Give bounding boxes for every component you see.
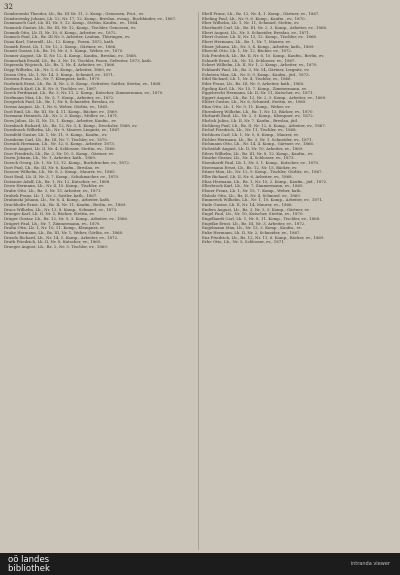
directory-entry: Dorgerloh Paul, Lb., Bz. 1, Nr. 8, Schneider, Breslau, ev.: [4, 99, 115, 105]
directory-entry: Dorsch Georg, Lb. 1, Nr. 13, 12. Komp., Buchdrucker, ev., 1872.: [4, 160, 131, 165]
directory-entry: Dormann Heinrich, Lb., Nr. 2, 3. Komp., Müller, ev., 1871.: [4, 113, 119, 119]
directory-entry: Drabinski Johann, Lb., Nr. 6, 4. Komp., Arbeiter, kath.: [4, 197, 111, 203]
directory-entry: Dorow August, Lb. II, Nr. 4, Schlosser, Stettin, ev., 1866.: [4, 146, 116, 152]
directory-entry: Drachholtz Ernst, Lb., Bz. II, Nr. 11, Kaufm., Berlin, ev., 1869.: [4, 201, 127, 207]
directory-entry: Dombrowski Theodor, Lb., Bz. III Nr. 11, 2. Komp., Genossen, Prot., ev.: [4, 12, 145, 16]
directory-entry: Dort Paul, Lb., Bz. III, Nr. 6, Kaufm., Breslau, ev.: [4, 164, 101, 170]
directory-entry: Draeger August, Lb., Bz. 2, Nr. 3, Tischler, ev., 1869.: [4, 243, 109, 249]
left-column: [4, 12, 198, 550]
directory-entry: Drahn Otto, Lb. 1, Nr. 10, 11. Komp., Klempner, ev.: [4, 225, 105, 231]
directory-entry: Eggert August, Lb., Bz. 12, Nr. 2, 5. Komp., Arbeiter, ev., 1869.: [202, 94, 327, 100]
directory-entry: Dorbrück Ernst, Lb., Bz. II, Nr. 2, 8. Komp., Gefreiter, Sattler, Stettin, ev., 1868.: [4, 80, 162, 86]
library-logo[interactable]: [8, 556, 50, 573]
directory-entry: Egeling Karl, Lb., Nr. 15, 7. Komp., Zimmermann, ev.: [202, 85, 307, 91]
directory-entry: Enders August, Lb., Bz. 3, Nr. 5, 5. Komp., Gärtner, ev.: [202, 206, 310, 212]
directory-entry: Ebert Hermann, Lb., Bz. 1, Nr. 7, Maurer, ev.: [202, 38, 291, 44]
directory-entry: Dornfeld Gustav, Lb. 1, Nr. 11, 9. Komp., Kaufm., ev.: [4, 132, 108, 138]
directory-entry: Dorl Emil, Lb., Bz. III, Nr. 4, 11. Komp., Bäcker, ev., 1869.: [4, 108, 119, 114]
directory-entry: Engelke Ernst, Lb., Bz. III, Nr. 3, Arbeiter, ev., 1872.: [202, 220, 306, 226]
page-number: 32: [4, 3, 13, 11]
directory-entry: Dorch Ferdinand, Lb., Bz. 3, Nr. 11, 2. Komp., Kutscher, Zimmermann, ev., 1870.: [4, 90, 164, 96]
directory-entry: Dorawa Franz, Lb., Nr. 7, Klempner, kath., 1870.: [4, 76, 101, 82]
directory-entry: Eichberg Paul, Lb., Bz. II, Nr. 12, 6. Komp., Arbeiter, ev., 1867.: [202, 122, 326, 128]
directory-entry: Dommasch Carl, Lb. III, Nr. 9, 12. Komp., Stettin, Kaufm., ev., 1864.: [4, 20, 139, 26]
directory-entry: Domnik Otto, Lb. II, Nr. 10, 6. Komp., Arbeiter, ev., 1872.: [4, 29, 117, 35]
directory-entry: Donath Ernst, Lb. 1, Nr. 12, 2. Komp., Gärtner, ev., 1866.: [4, 43, 117, 49]
directory-entry: Ehm Otto, Lb. 1, Nr. 9, 11. Komp., Weber, ev.: [202, 104, 291, 110]
directory-entry: Elsholz Otto, Lb., Bz. II, Nr. 4, Schmied, ev., 1869.: [202, 192, 302, 198]
directory-entry: Eisenhardt Paul, Lb. 1, Nr. 3, 1. Komp., Kutscher, ev., 1870.: [202, 160, 320, 165]
directory-entry: Domsch Paul, Lb., Bz. III Nr. 5, Arbeiter, Lauban, Thüringen, ev.: [4, 34, 131, 40]
directory-entry: Dornheim Carl, Lb., Bz. III, Nr. 7, Tischler, ev., 1870.: [4, 136, 109, 142]
directory-entry: Dorias August, Lb. 1, Nr. 6, Weber, Görlitz, ev., 1865.: [4, 104, 109, 110]
directory-entry: Engel Paul, Lb., Nr. 10, Kutscher, Stettin, ev., 1870.: [202, 211, 304, 217]
directory-entry: Eckstein Max, Lb., Nr. 8, 9. Komp., Kaufm., jüd., 1873.: [202, 71, 310, 77]
right-column: [198, 12, 396, 550]
directory-entry: Ehrenberg Wilhelm, Lb., Bz. 1, Nr. 13, Bäcker, ev., 1870.: [202, 108, 314, 114]
directory-entry: Eichhorn Carl, Lb. 1, Nr. 5, 8. Komp., Maurer, ev.: [202, 132, 299, 138]
directory-entry: Drägert Paul, Lb., Nr. 7, Zimmermann, ev., 1870.: [4, 220, 101, 226]
directory-entry: Ehrlich Julius, Lb. II, Nr. 7, Kaufm., Breslau, jüd.: [202, 118, 299, 124]
directory-entry: Eichmann Otto, Lb., Nr. 14, 4. Komp., Gärtner, ev., 1866.: [202, 141, 315, 147]
directory-entry: Ebell Franz, Lb., Bz. 12, Nr. 4, 1. Komp., Gärtner, ev., 1867.: [202, 12, 320, 16]
directory-entry: Ebert Gustav, Lb. II, Nr. 13, 12. Komp., Tischler, ev., 1868.: [202, 34, 318, 40]
viewer-label[interactable]: intranda viewer: [350, 561, 390, 567]
directory-entry: Dost Emil, Lb. II, Nr. 3, 7. Komp., Schuhmacher, ev., 1870.: [4, 173, 120, 179]
directory-entry: Drabe Otto, Lb., Bz. 3, Nr. 15, Arbeiter, ev., 1871.: [4, 187, 102, 193]
directory-entry: Donner August, Lb. II, Nr. 12, 4. Komp., Kaufm., Breslau, ev., 1868.: [4, 52, 138, 58]
directory-entry: Dorr Friedrich, Lb., Bz. 2, Nr. 10, 5. Komp., Gärtner, ev.: [4, 150, 114, 156]
directory-entry: Dornbach Richard, Lb., Bz. 12, Nr. 3, 4. Komp., Drechsler, 1868, ev.: [4, 122, 138, 128]
directory-entry: Eichler Hermann, Lb., Bz. 3, Nr. 1, Schneider, ev., 1871.: [202, 136, 313, 142]
directory-entry: Eber Wilhelm, Lb. 1, Nr. 11, Schmied, Stettin, ev.: [202, 20, 300, 26]
directory-entry: Ellerbrock Karl, Lb., Nr. 7, Zimmermann, ev., 1865.: [202, 183, 304, 189]
directory-entry: Dossow Wilhelm, Lb., Nr. 8, 2. Komp., Maurer, ev., 1865.: [4, 169, 116, 175]
directory-entry: Elbe Richard, Lb. II, Nr. 6, Arbeiter, ev., 1868.: [202, 173, 293, 179]
directory-entry: Doneit Gustav, Lb., Bz. 10, Nr. 5, 5. Komp., Weber, ev., 1870.: [4, 48, 124, 54]
directory-entry: Dotzauer Adolf, Lb., Bz. 1, Nr. 12, Kutscher, ev., 1868.: [4, 178, 111, 184]
directory-entry: Ebner Johann, Lb., Nr. 3, 4. Komp., Arbeiter, kath., 1869.: [202, 43, 315, 49]
directory-entry: Engelhardt Carl, Lb. 1, Nr. 8, 11. Komp., Tischler, ev., 1868.: [202, 215, 321, 221]
directory-entry: Ebrecht Otto, Lb. 1, Nr. 12, Bäcker, ev., 1872.: [202, 48, 293, 54]
logo-line-1: oö landes: [8, 555, 50, 565]
directory-entry: Eder Franz, Lb., Bz. III, Nr. 9, Arbeiter, kath., 1868.: [202, 80, 305, 86]
directory-entry: Dopp Wilhelm, Lb., Nr. 3, 6. Komp., Arbeiter, 1869, ev.: [4, 66, 112, 72]
directory-entry: Dorn Julius, Lb. II, Nr. 15, 1. Komp., Arbeiter, Kaufm., ev.: [4, 118, 117, 124]
directory-entry: Engelmann Max, Lb., Nr. 13, 3. Komp., Kaufm., ev.: [202, 225, 302, 231]
directory-entry: Dorra Johann, Lb., Nr. 1, Arbeiter, kath., 1869.: [4, 155, 97, 161]
directory-entry: Enke Hermann, Lb. II, Nr. 2, Schneider, ev., 1867.: [202, 229, 301, 235]
directory-entry: Einicke Gustav, Lb., Nr. 4, Schlosser, ev., 1873.: [202, 155, 295, 161]
directory-entry: Eitner Max, Lb., Nr. 12, 9. Komp., Tischler, Görlitz, ev., 1867.: [202, 169, 323, 175]
directory-entry: Domnick Gustav, Lb., Bz. III, Nr. 12, Komp., Tischler, Genossen, ev.: [4, 24, 137, 30]
directory-entry: Dornbusch Wilhelm, Lb., Nr. 9, Maurer, Liegnitz, ev., 1867.: [4, 127, 121, 133]
directory-entry: Dona Karl, Unteroff., Lb., 12. Komp., Posen, 1872, kath.: [4, 38, 115, 44]
directory-entry: Eck Friedrich, Lb., Bz. II, Nr. 6, 10. Komp., Kaufm., Berlin, ev.: [202, 52, 325, 58]
directory-entry: Ehrhardt Emil, Lb., Nr. 2, 3. Komp., Klempner, ev., 1872.: [202, 113, 314, 119]
directory-entry: Dorfmann Max, Lb., Nr. 5, 7. Komp., Arbeiter, ev., 1872.: [4, 94, 115, 100]
directory-entry: Ebert August, Lb., Nr. 5, Schneider, Breslau, ev., 1871.: [202, 29, 311, 35]
directory-entry: Elias Hermann, Lb., Bz. 1, Nr. 10, 2. Komp., Kaufm., jüd., 1872.: [202, 178, 328, 184]
directory-entry: Eggebrecht Hermann, Lb. II, Nr. 11, Kutscher, ev., 1871.: [202, 90, 314, 96]
text-columns: [4, 12, 396, 550]
logo-line-2: bibliothek: [8, 563, 50, 574]
directory-entry: Eckert Wilhelm, Lb. II, Nr. 1, 2. Komp., Arbeiter, ev., 1870.: [202, 62, 318, 68]
directory-entry: Donnerhak Ewald, Lb., Bz. 3, Nr. 10, Tischler, Posen, Gefreiter, 1873, kath.: [4, 57, 153, 63]
directory-entry: Draeger Karl, Lb. II, Nr. 5, Bäcker, Stettin, ev.: [4, 211, 95, 217]
directory-entry: Ehlert Gustav, Lb., Nr. 6, Schmied, Stettin, ev., 1865.: [202, 99, 307, 105]
directory-entry: Drasdo Richard, Lb., Nr. 14, 5. Komp., Arbeiter, ev., 1872.: [4, 234, 119, 240]
directory-entry: Elsner Franz, Lb. 1, Nr. 15, 7. Komp., Weber, kath.: [202, 187, 302, 193]
directory-entry: Dorau Otto, Lb. 1, Nr. 14, 3. Komp., Schmied, ev., 1871.: [4, 71, 115, 77]
directory-entry: Enz Friedrich, Lb., Bz. 12, Nr. 11, 6. Komp., Bäcker, ev., 1869.: [202, 234, 325, 240]
directory-entry: Eichel Friedrich, Lb., Nr. 11, Tischler, ev., 1868.: [202, 127, 297, 133]
directory-entry: Dräger Gustav, Lb., Bz. 12, Nr. 9, 3. Komp., Arbeiter, ev., 1866.: [4, 215, 129, 221]
directory-entry: Dopierala Wojciech, Lb., Bz. 1, Nr. 4, Arbeiter, ev., 1866.: [4, 62, 116, 68]
directory-entry: Eckhardt Paul, Lb., Bz. 3, Nr. 14, Gärtner, Liegnitz, ev.: [202, 66, 310, 72]
directory-entry: Drake Hermann, Lb., Bz. III, Nr. 1, Weber, Görlitz, ev., 1868.: [4, 229, 124, 235]
directory-entry: Dornick Hermann, Lb., Nr. 12, 6. Komp., Arbeiter, 1873.: [4, 141, 116, 147]
directory-entry: Ende Gustav, Lb. II, Nr. 14, Maurer, ev., 1866.: [202, 201, 293, 207]
directory-entry: Eichstädt August, Lb. II, Nr. 10, Arbeiter, ev., 1869.: [202, 146, 304, 152]
directory-entry: Edel Richard, Lb. 1, Nr. 4, Tischler, ev., 1866.: [202, 76, 292, 82]
directory-entry: Ebeling Paul, Lb., Nr. 9, 6. Komp., Kaufm., ev., 1870.: [202, 15, 306, 21]
directory-entry: Eckardt Ernst, Lb., Nr. 10, Schlosser, ev., 1867.: [202, 57, 296, 63]
directory-entry: Eberhardt Carl, Lb., Bz. III, Nr. 2, 3. Komp., Arbeiter, ev., 1866.: [202, 24, 328, 30]
viewer-footer: [0, 553, 400, 575]
directory-entry: Dowe Hermann, Lb., Nr. 4, 10. Komp., Tischler, ev.: [4, 183, 105, 189]
directory-entry: Emmerich Wilhelm, Lb., Nr. 1, 10. Komp., Arbeiter, ev., 1871.: [202, 197, 324, 203]
directory-entry: Dorbusch Karl, Lb. II, Nr. 9, Tischler, ev., 1867.: [4, 85, 98, 91]
directory-entry: Eilers Wilhelm, Lb., Bz. III, Nr. 8, 12. Komp., Kaufm., ev.: [202, 150, 314, 156]
directory-entry: Drath Friedrich, Lb. II, Nr. 8, Kutscher, ev., 1865.: [4, 239, 102, 245]
directory-entry: Eisermann Ernst, Lb., Bz. 12, Nr. 15, Bäcker, ev.: [202, 164, 298, 170]
directory-entry: Dombrowsky Johann, Lb. 12, Nr. 17, 12. Komp., Breslau, evang., Buchbinder, ev., 1867.: [4, 15, 177, 21]
directory-entry: Dracz Wilhelm, Lb., Nr. 13, 8. Komp., Schmied, ev., 1873.: [4, 206, 118, 212]
directory-entry: Drabek Franz, Lb. 1, Nr. 2, Sattler, kath., 1867.: [4, 192, 98, 198]
directory-entry: Erbe Otto, Lb., Nr. 5, Schlosser, ev., 1871.: [202, 239, 285, 245]
